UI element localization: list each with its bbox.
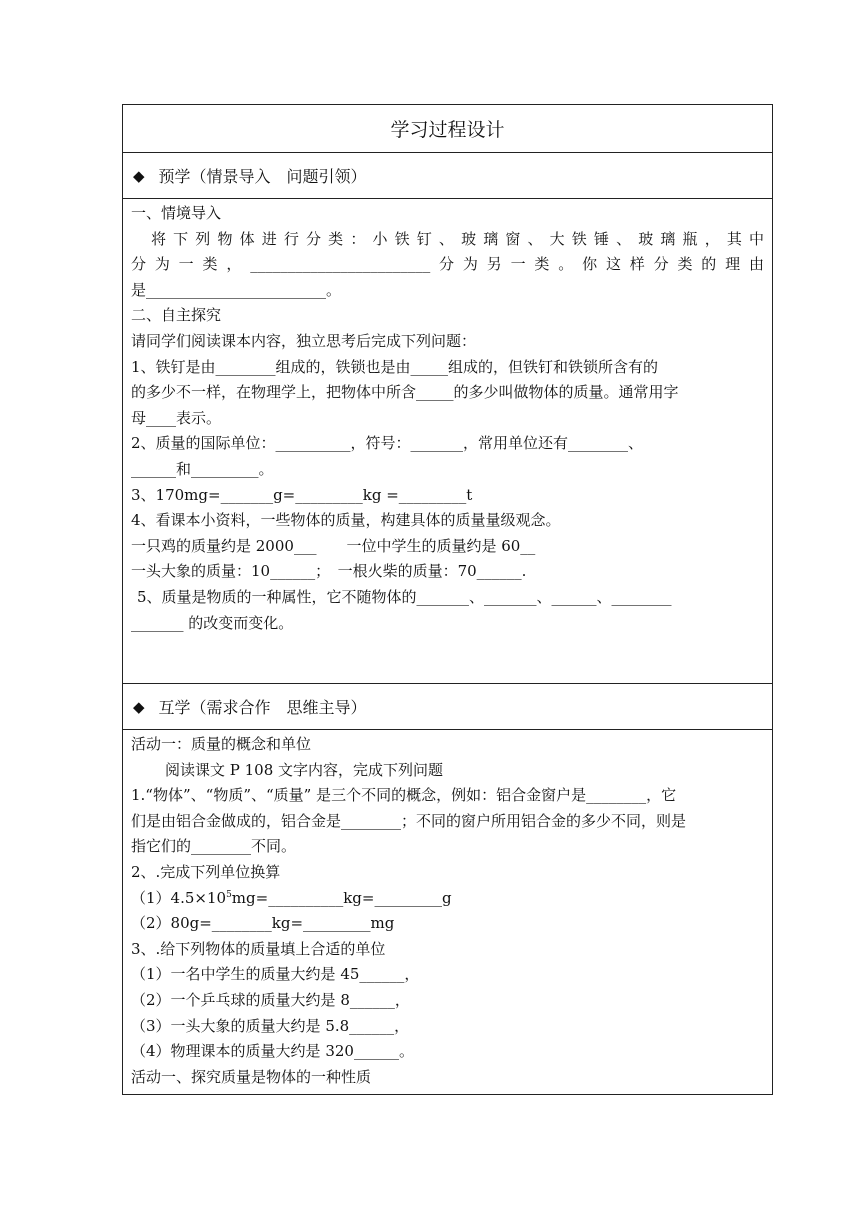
fill-units-2: （2）一个乒乓球的质量大约是 8______，: [131, 990, 410, 1009]
subheading-explore: 二、自主探究: [131, 306, 222, 325]
question-1-line-1: 1、铁钉是由________组成的，铁锁也是由_____组成的，但铁钉和铁锁所含有的: [131, 357, 659, 376]
fill-units-3: （3）一头大象的质量大约是 5.8______，: [131, 1016, 410, 1035]
diamond-bullet-icon: ◆: [133, 166, 145, 185]
section-preview-heading-text: 预学（情景导入 问题引领）: [158, 167, 367, 186]
question-4: 4、看课本小资料，一些物体的质量，构建具体的质量量级观念。: [131, 511, 561, 530]
question-1-line-3: 母____表示。: [131, 408, 222, 427]
activity-1-instruction: 阅读课文 P 108 文字内容，完成下列问题: [165, 760, 444, 779]
unit-conversion-1-exponent: 5: [226, 889, 232, 900]
explore-instruction: 请同学们阅读课本内容，独立思考后完成下列问题：: [131, 331, 477, 350]
section-preview-heading: [123, 153, 772, 199]
fill-units-4: （4）物理课本的质量大约是 320______。: [131, 1042, 414, 1061]
question-1-line-2: 的多少不一样，在物理学上，把物体中所含_____的多少叫做物体的质量。通常用字: [131, 383, 679, 402]
study-sheet: [122, 104, 773, 1095]
classify-line-1: 将下列物体进行分类：小铁钉、玻璃窗、大铁锤、玻璃瓶，其中: [151, 229, 764, 248]
activity-1-title: 活动一：质量的概念和单位: [131, 735, 312, 753]
concept-question-line-3: 指它们的________不同。: [131, 837, 297, 856]
sheet-title: 学习过程设计: [123, 105, 772, 153]
concept-question-line-2: 们是由铝合金做成的，铝合金是________；不同的窗户所用铝合金的多少不同，则是: [131, 811, 687, 830]
subheading-intro: 一、情境导入: [131, 204, 222, 222]
question-5-line-2: _______ 的改变而变化。: [131, 613, 294, 632]
diamond-bullet-icon: ◆: [133, 697, 145, 716]
classify-line-3: 是________________________。: [131, 280, 342, 299]
section-collab-body: [123, 730, 772, 1090]
unit-conversion-2: （2）80g=________kg=_________mg: [131, 914, 395, 933]
classify-line-2: 分为一类，________________________分为另一类。你这样分类的理由: [131, 255, 764, 274]
section-preview-body: [123, 199, 772, 683]
section-collab-heading: [123, 683, 772, 730]
fill-units-1: （1）一名中学生的质量大约是 45______，: [131, 965, 420, 984]
question-5-line-1: 5、质量是物质的一种属性，它不随物体的_______、_______、______、________: [137, 587, 672, 606]
unit-conversion-1-prefix: （1）4.5×10: [131, 888, 227, 907]
question-2-line-1: 2、质量的国际单位：__________，符号：_______，常用单位还有________、: [131, 434, 644, 453]
unit-conversion-title: 2、.完成下列单位换算: [131, 862, 281, 881]
unit-conversion-1-suffix: mg=__________kg=_________g: [231, 888, 452, 907]
question-2-line-2: ______和_________。: [131, 459, 274, 478]
activity-explore-title: 活动一、探究质量是物体的一种性质: [131, 1067, 372, 1086]
concept-question-line-1: 1.“物体”、“物质”、“质量” 是三个不同的概念，例如：铝合金窗户是________，它: [131, 786, 677, 805]
fill-units-title: 3、.给下列物体的质量填上合适的单位: [131, 939, 386, 958]
section-collab-heading-text: 互学（需求合作 思维主导）: [158, 698, 367, 717]
question-3: 3、170mg=_______g=_________kg =_________t: [131, 485, 473, 504]
question-4-example-2: 一头大象的质量：10______； 一根火柴的质量：70______.: [131, 562, 527, 581]
question-4-example-1: 一只鸡的质量约是 2000___ 一位中学生的质量约是 60__: [131, 536, 536, 555]
unit-conversion-1: [131, 886, 764, 912]
